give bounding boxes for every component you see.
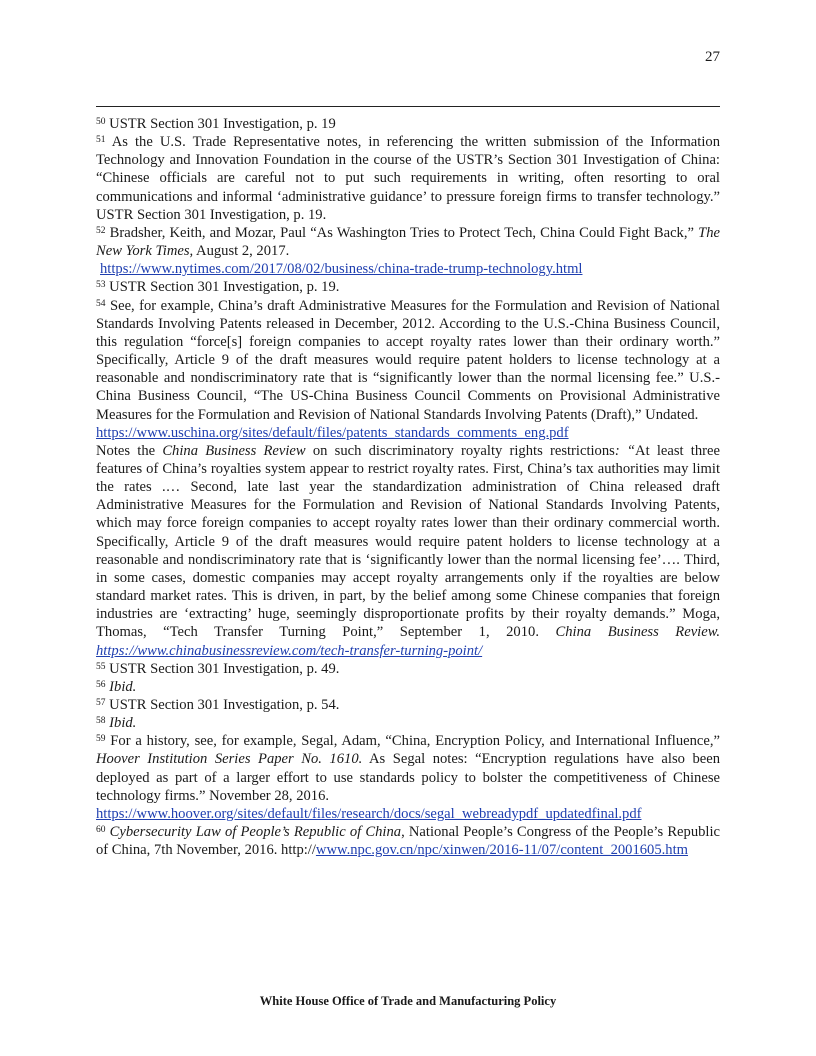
footnote-separator [96,106,720,107]
footnote-number: 50 [96,117,106,127]
footnote-number: 59 [96,734,106,745]
footnote-56 [96,678,720,696]
footnote-italic-text: Cybersecurity Law of People’s Republic of China [109,824,402,841]
footnote-text: USTR Section 301 Investigation, p. 19 [109,116,336,132]
footnote-text: As the U.S. Trade Representative notes, in referencing the written submission of the Information Technology and Innovation Foundation in the course of the USTR’s Section 301 Investigation of China: “Chinese officials are careful not to put such requirements in writing, often resorting to oral communications and informal ‘administrative guidance’ to pressure foreign firms to transfer technology.” USTR Section 301 Investigation, p. 19. [96,134,720,223]
footnote-58 [96,714,720,732]
footnote-number: 57 [96,698,106,708]
footnotes [96,115,720,859]
footnote-link[interactable]: https://www.nytimes.com/2017/08/02/business/china-trade-trump-technology.html [100,261,583,278]
footnote-link[interactable]: https://www.hoover.org/sites/default/files/research/docs/segal_webreadypdf_updatedfinal.pdf [96,805,642,822]
footnote-text: USTR Section 301 Investigation, p. 49. [109,660,340,677]
page-number: 27 [705,49,720,65]
footnote-number: 54 [96,298,106,309]
footnote-text: on such discriminatory royalty rights restrictions [305,442,615,459]
footnote-number: 51 [96,135,106,146]
footnote-text: As Segal notes: “Encryption regulations have also been deployed as part of a larger effort to use standards policy to bolster the competitiveness of Chinese technology firms.” November 28, 2016. [96,751,721,804]
footnote-italic-text: Ibid. [109,678,137,695]
footnote-53 [96,278,720,296]
footnote-italic-text: The New York Times, [96,224,720,260]
footnote-link[interactable]: https://www.chinabusinessreview.com/tech-transfer-turning-point/ [96,642,483,659]
footnote-text: At least three features of China’s royalties system appear to restrict royalty rates. First, China’s tax authorities may limit the rates .… Second, late last year the standardization administration of China released draft Administrative Measures for the Formulation and Revision of National Standards Involving Patents, which may force foreign companies to accept royalty rates lower than their ordinary commercial worth. Specifically, Article 9 of the draft measures would require patent holders to license technology at a reasonable and nondiscriminatory rate that is ‘significantly lower than the normal licensing fee’…. Third, in some cases, domestic companies may accept royalty arrangements only if the royalties are below standard market rates. This is driven, in part, by the belief among some Chinese companies that foreign industries are ‘extracting’ huge, seemingly disproportionate profits by their royalty demands.” Moga, Thomas, “Tech Transfer Turning Point,” September 1, 2010. [96,442,720,641]
footnote-60 [96,823,720,859]
footnote-52 [96,224,720,278]
footnote-text: See, for example, China’s draft Administrative Measures for the Formulation and Revision of National Standards Involving Patents released in December, 2012. According to the U.S.-China Business Council, this regulation “force[s] foreign companies to accept royalty rates lower than their ordinary worth.” Specifically, Article 9 of the draft measures would require patent holders to license technology at a reasonable and nondiscriminatory rate that is “significantly lower than the normal licensing fee.” U.S.-China Business Council, “The US-China Business Council Comments on Provisional Administrative Measures for the Formulation and Revision of National Standards Involving Patents (Draft),” Undated. [96,297,720,423]
footnote-text: , National People’s Congress of the People’s Republic of China, 7th November, 2016. http:// [96,824,721,859]
footnote-link[interactable]: www.npc.gov.cn/npc/xinwen/2016-11/07/content_2001605.htm [315,842,689,859]
footnote-text: USTR Section 301 Investigation, p. 19. [109,279,340,296]
footnote-text: Bradsher, Keith, and Mozar, Paul “As Washington Tries to Protect Tech, China Could Fight Back,” [109,224,699,241]
footnote-number: 53 [96,280,106,291]
footnote-text: USTR Section 301 Investigation, p. 54. [109,697,340,713]
footnote-text: August 2, 2017. [193,243,290,260]
footnote-italic-text: Ibid. [109,715,137,732]
footnote-54 [96,297,720,660]
footnote-text: For a history, see, for example, Segal, Adam, “China, Encryption Policy, and International Influence,” [110,733,720,750]
footnote-59 [96,732,720,823]
footnote-italic-text: China Business Review. [555,624,721,641]
footnote-italic-text: China Business Review [162,442,306,459]
footnote-italic-text: Hoover Institution Series Paper No. 1610. [96,751,363,768]
footnote-51 [96,133,720,224]
footnote-number: 58 [96,716,106,727]
footnote-50 [96,115,720,133]
footnote-55 [96,660,720,678]
footnote-number: 60 [96,825,106,836]
page-footer: White House Office of Trade and Manufacturing Policy [259,994,557,1008]
footnote-number: 52 [96,225,106,236]
footnote-number: 56 [96,679,106,690]
footnote-text: Notes the [96,442,163,459]
footnote-italic-text: : “ [614,442,636,459]
footnote-link[interactable]: https://www.uschina.org/sites/default/files/patents_standards_comments_eng.pdf [96,424,569,441]
footnote-number: 55 [96,661,106,672]
footnote-57 [96,696,720,714]
